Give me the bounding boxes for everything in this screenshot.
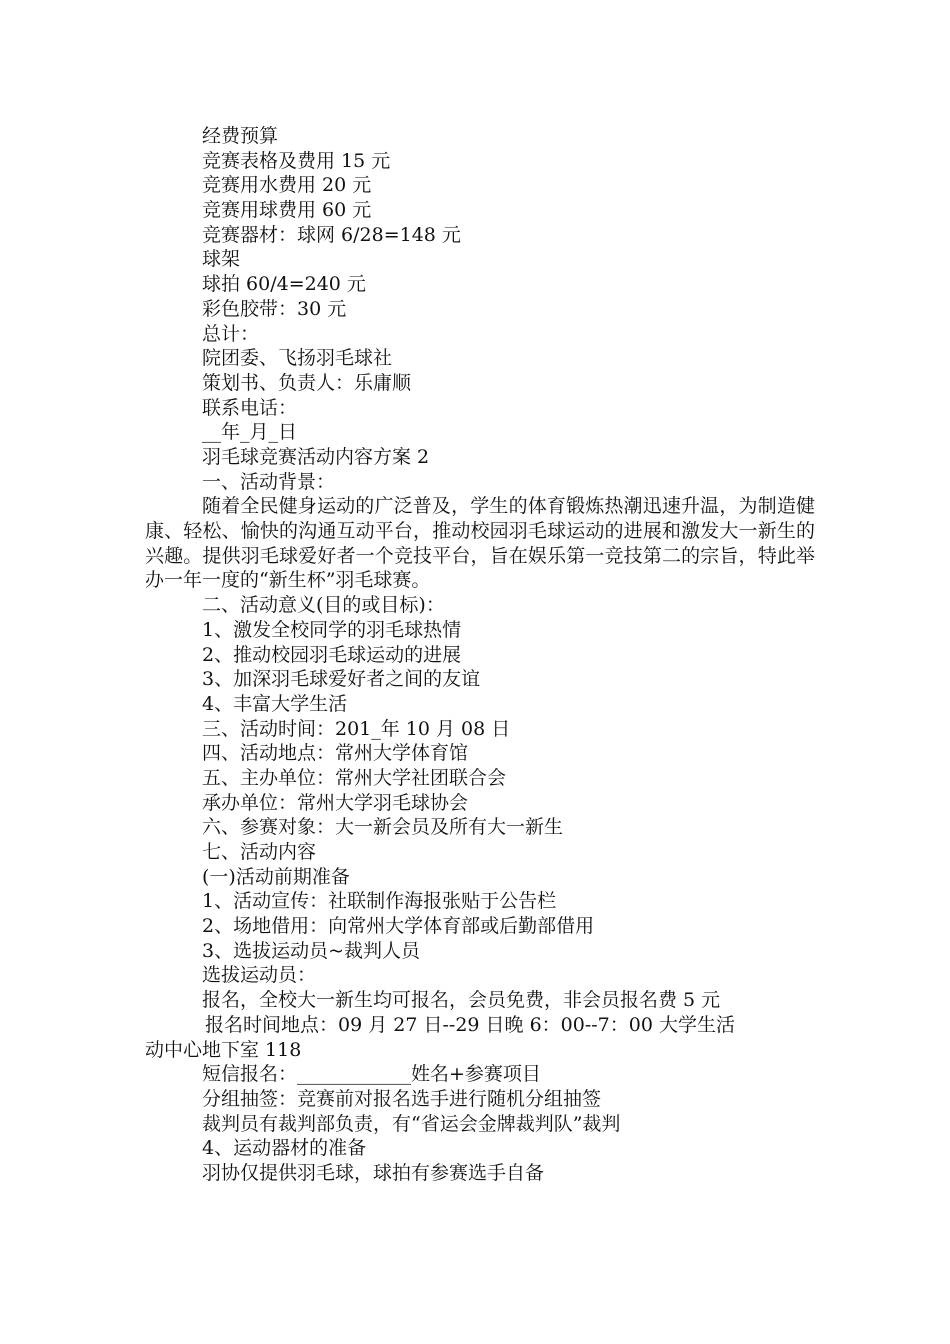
text-line: 承办单位：常州大学羽毛球协会 [202, 791, 469, 814]
text-line: 策划书、负责人：乐庸顺 [202, 371, 412, 394]
section-heading: 二、活动意义(目的或目标)： [202, 594, 445, 617]
list-item: 2、推动校园羽毛球运动的进展 [202, 643, 462, 666]
text-line: 联系电话： [202, 396, 298, 419]
section-heading: 六、参赛对象：大一新会员及所有大一新生 [202, 816, 564, 839]
text-line: 总计： [202, 322, 260, 345]
list-item: 3、选拔运动员~裁判人员 [202, 939, 421, 962]
text-line: 球架 [202, 248, 241, 271]
list-item: 1、激发全校同学的羽毛球热情 [202, 618, 462, 641]
text-line: 竞赛表格及费用 15 元 [202, 149, 391, 172]
list-item: 4、运动器材的准备 [202, 1137, 367, 1160]
text-line: 球拍 60/4=240 元 [202, 273, 366, 296]
list-item: 4、丰富大学生活 [202, 692, 348, 715]
text-line: 竞赛用水费用 20 元 [202, 174, 372, 197]
list-item: 1、活动宣传：社联制作海报张贴于公告栏 [202, 890, 557, 913]
text-line: 裁判员有裁判部负责，有“省运会金牌裁判队”裁判 [202, 1112, 621, 1135]
section-heading: 一、活动背景： [202, 470, 336, 493]
section-heading: 五、主办单位：常州大学社团联合会 [202, 766, 507, 789]
text-line: __年_月_日 [202, 421, 298, 444]
section-heading: 四、活动地点：常州大学体育馆 [202, 742, 469, 765]
text-line: 分组抽签：竞赛前对报名选手进行随机分组抽签 [202, 1087, 602, 1110]
text-line: 竞赛器材：球网 6/28=148 元 [202, 223, 461, 246]
text-line: 报名，全校大一新生均可报名，会员免费，非会员报名费 5 元 [202, 989, 721, 1012]
text-line: 竞赛用球费用 60 元 [202, 199, 372, 222]
list-item: 3、加深羽毛球爱好者之间的友谊 [202, 668, 481, 691]
signup-time-line: 报名时间地点：09 月 27 日--29 日晚 6：00--7：00 大学生活 [205, 1013, 735, 1036]
section-title: 羽毛球竞赛活动内容方案 2 [202, 445, 430, 468]
text-line: 选拔运动员： [202, 964, 317, 987]
text-line: 短信报名：____________姓名+参赛项目 [202, 1063, 541, 1086]
text-line: 院团委、飞扬羽毛球社 [202, 347, 393, 370]
list-item: 2、场地借用：向常州大学体育部或后勤部借用 [202, 915, 595, 938]
text-line: 彩色胶带：30 元 [202, 297, 347, 320]
background-paragraph: 随着全民健身运动的广泛普及，学生的体育锻炼热潮迅速升温，为制造健康、轻松、愉快的沟通互动平台，推动校园羽毛球运动的进展和激发大一新生的兴趣。提供羽毛球爱好者一个竞技平台，旨在娱乐第一竞技第二的宗旨，特此举办一年一度的“新生杯”羽毛球赛。 [145, 495, 815, 592]
text-line: 羽协仅提供羽毛球，球拍有参赛选手自备 [202, 1161, 545, 1184]
section-heading: 三、活动时间：201_年 10 月 08 日 [202, 717, 511, 740]
text-line: 经费预算 [202, 125, 279, 147]
subsection-heading: (一)活动前期准备 [202, 865, 350, 888]
signup-time-line-continued: 动中心地下室 118 [145, 1038, 302, 1061]
section-heading: 七、活动内容 [202, 841, 317, 863]
document-body [145, 124, 815, 1186]
